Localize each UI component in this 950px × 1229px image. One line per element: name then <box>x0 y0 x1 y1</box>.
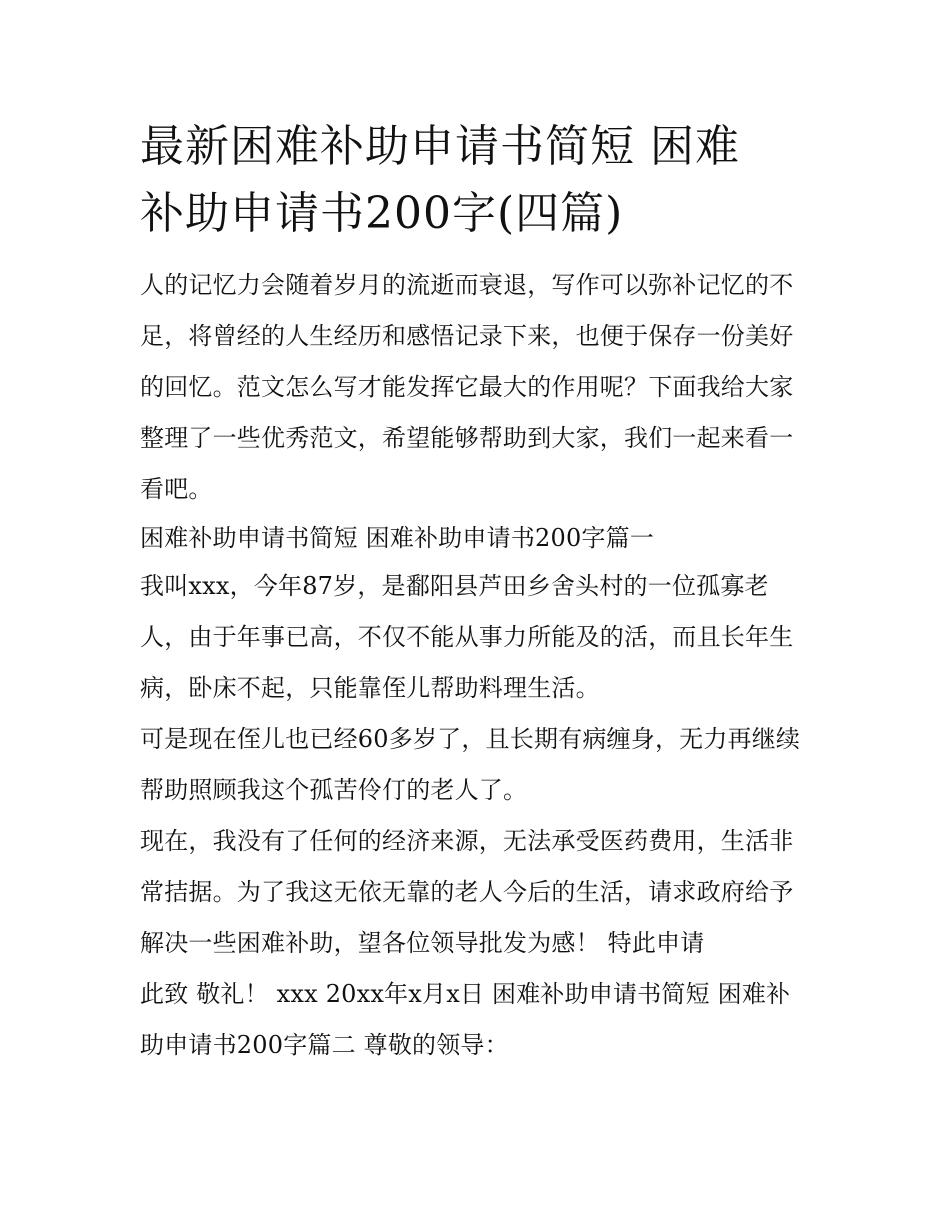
document-body <box>140 260 812 1071</box>
body-paragraph: 可是现在侄儿也已经60多岁了，且长期有病缠身，无力再继续帮助照顾我这个孤苦伶仃的老人了。 <box>140 724 801 804</box>
body-paragraph: 现在，我没有了任何的经济来源，无法承受医药费用，生活非常拮据。为了我这无依无靠的老人今后的生活，请求政府给予解决一些困难补助，望各位领导批发为感！ 特此申请 <box>140 826 794 957</box>
document-title-line-1: 最新困难补助申请书简短 困难 <box>140 121 740 172</box>
intro-paragraph: 人的记忆力会随着岁月的流逝而衰退，写作可以弥补记忆的不足，将曾经的人生经历和感悟记录下来，也便于保存一份美好的回忆。范文怎么写才能发挥它最大的作用呢？下面我给大家整理了一些优秀范文，希望能够帮助到大家，我们一起来看一看吧。 <box>140 270 794 503</box>
section-heading-one: 困难补助申请书简短 困难补助申请书200字篇一 <box>140 523 655 552</box>
document-page <box>140 114 812 1071</box>
body-paragraph: 我叫xxx，今年87岁，是鄱阳县芦田乡舍头村的一位孤寡老人，由于年事已高，不仅不能从事力所能及的活，而且长年生病，卧床不起，只能靠侄儿帮助料理生活。 <box>140 571 794 702</box>
closing-paragraph: 此致 敬礼！ xxx 20xx年x月x日 困难补助申请书简短 困难补助申请书200字篇二 尊敬的领导： <box>140 979 791 1059</box>
document-title-line-2: 补助申请书200字(四篇) <box>140 187 624 239</box>
document-title <box>140 114 812 248</box>
